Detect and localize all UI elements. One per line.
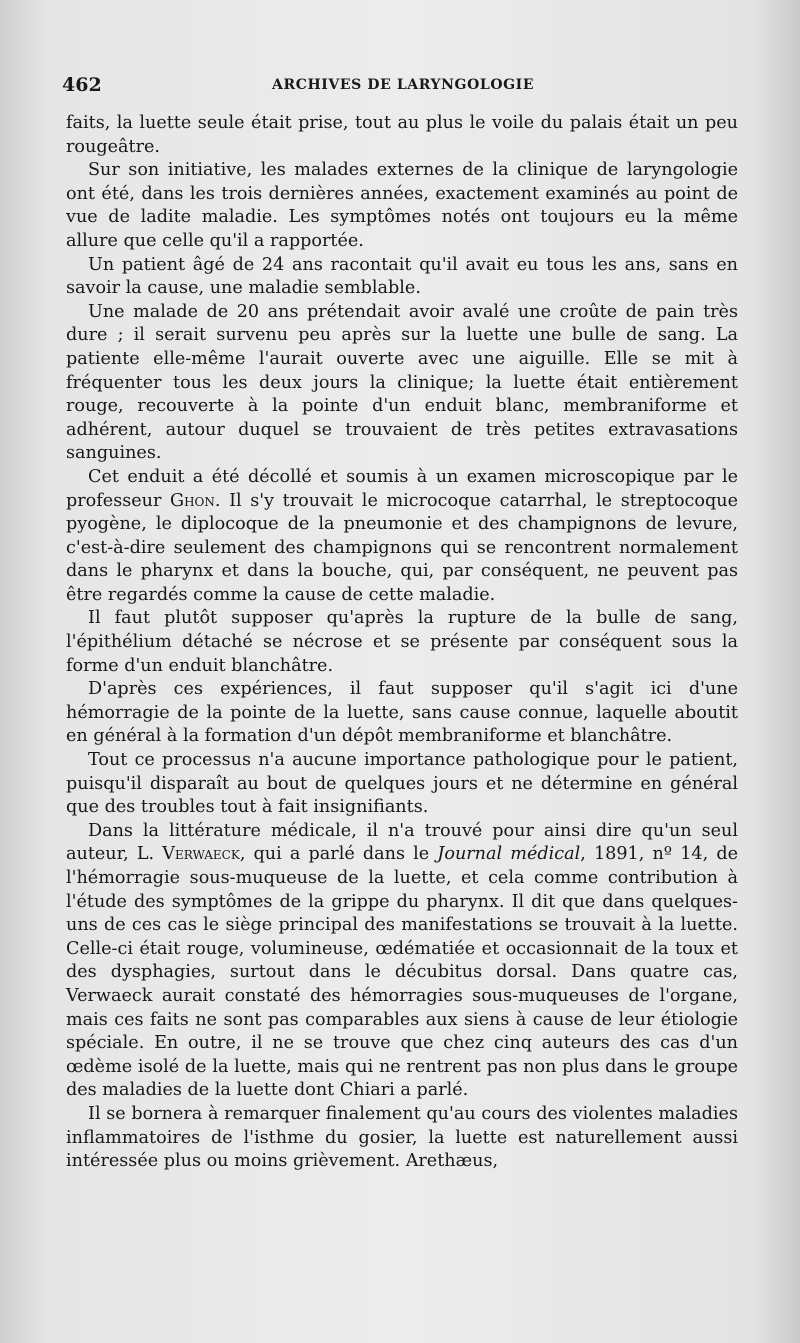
paragraph-microscopic-exam [66, 466, 738, 608]
paragraph-continuation: faits, la luette seule était prise, tout au plus le voile du palais était un peu rougeâtre. [66, 113, 738, 157]
paragraph-conclusion: Il se bornera à remarquer finalement qu'au cours des violentes maladies inflammatoires de l'isthme du gosier, la luette est naturellement aussi intéressée plus ou moins grièvement. Arethæus, [66, 1103, 738, 1172]
paragraph-process: Tout ce processus n'a aucune importance pathologique pour le patient, puisqu'il disparaît au bout de quelques jours et ne détermine en général que des troubles tout à fait insignifiants. [66, 750, 738, 818]
paragraph-literature [66, 820, 738, 1103]
journal-title: ARCHIVES DE LARYNGOLOGIE [272, 77, 535, 93]
running-head [62, 74, 734, 98]
paragraph-text: , qui a parlé dans le [239, 844, 438, 865]
paragraph-text: Cet enduit a été décollé et soumis à un examen microscopique par le professeur [66, 466, 738, 511]
author-name: Verwaeck [162, 844, 240, 865]
paragraph-text: . Il s'y trouvait le microcoque catarrhal, le streptocoque pyogène, le diplocoque de la pneumonie et des champignons de levure, c'est-à-dire seulement des champignons qui se rencontrent normalement dans le pharynx et dans la bouche, qui, par conséquent, ne peuvent pas être regardés comme la cause de cette maladie. [66, 490, 738, 605]
author-name: Ghon [170, 490, 215, 511]
body-text [66, 112, 738, 1174]
paragraph-clinic-initiative: Sur son initiative, les malades externes de la clinique de laryngologie ont été, dans les trois dernières années, exactement examinés au point de vue de ladite maladie. Les symptômes notés ont toujours eu la même allure que celle qu'il a rapportée. [66, 160, 738, 251]
paragraph-patient-24: Un patient âgé de 24 ans racontait qu'il avait eu tous les ans, sans en savoir la cause, une maladie semblable. [66, 254, 738, 299]
paragraph-rupture: Il faut plutôt supposer qu'après la rupture de la bulle de sang, l'épithélium détaché se nécrose et se présente par conséquent sous la forme d'un enduit blanchâtre. [66, 608, 738, 676]
paragraph-hemorrhage: D'après ces expériences, il faut supposer qu'il s'agit ici d'une hémorragie de la pointe de la luette, sans cause connue, laquelle aboutit en général à la formation d'un dépôt membraniforme et blanchâtre. [66, 679, 738, 747]
paragraph-patient-20: Une malade de 20 ans prétendait avoir avalé une croûte de pain très dure ; il serait survenu peu après sur la luette une bulle de sang. La patiente elle-même l'aurait ouverte avec une aiguille. Elle se mit à fréquenter tous les deux jours la clinique; la luette était entièrement rouge, recouverte à la pointe d'un enduit blanc, membraniforme et adhérent, autour duquel se trouvaient de très petites extravasations sanguines. [66, 301, 738, 464]
paragraph-text: Dans la littérature médicale, il n'a trouvé pour ainsi dire qu'un seul auteur, L. [66, 820, 738, 865]
paragraph-text: , 1891, nº 14, de l'hémorragie sous-muqueuse de la luette, et cela comme contribution à l'étude des symptômes de la grippe du pharynx. Il dit que dans quelques-uns de ces cas le siège principal des manifestations se trouvait à la luette. Celle-ci était rouge, volumineuse, œdématiée et occasionnait de la toux et des dysphagies, surtout dans le décubitus dorsal. Dans quatre cas, Verwaeck aurait constaté des hémorragies sous-muqueuses de l'organe, mais ces faits ne sont pas comparables aux siens à cause de leur étiologie spéciale. En outre, il ne se trouve que chez cinq auteurs des cas d'un œdème isolé de la luette, mais qui ne rentrent pas non plus dans le groupe des maladies de la luette dont Chiari a parlé. [66, 844, 739, 1101]
page-number: 462 [62, 74, 102, 96]
journal-name: Journal médical [437, 844, 581, 865]
